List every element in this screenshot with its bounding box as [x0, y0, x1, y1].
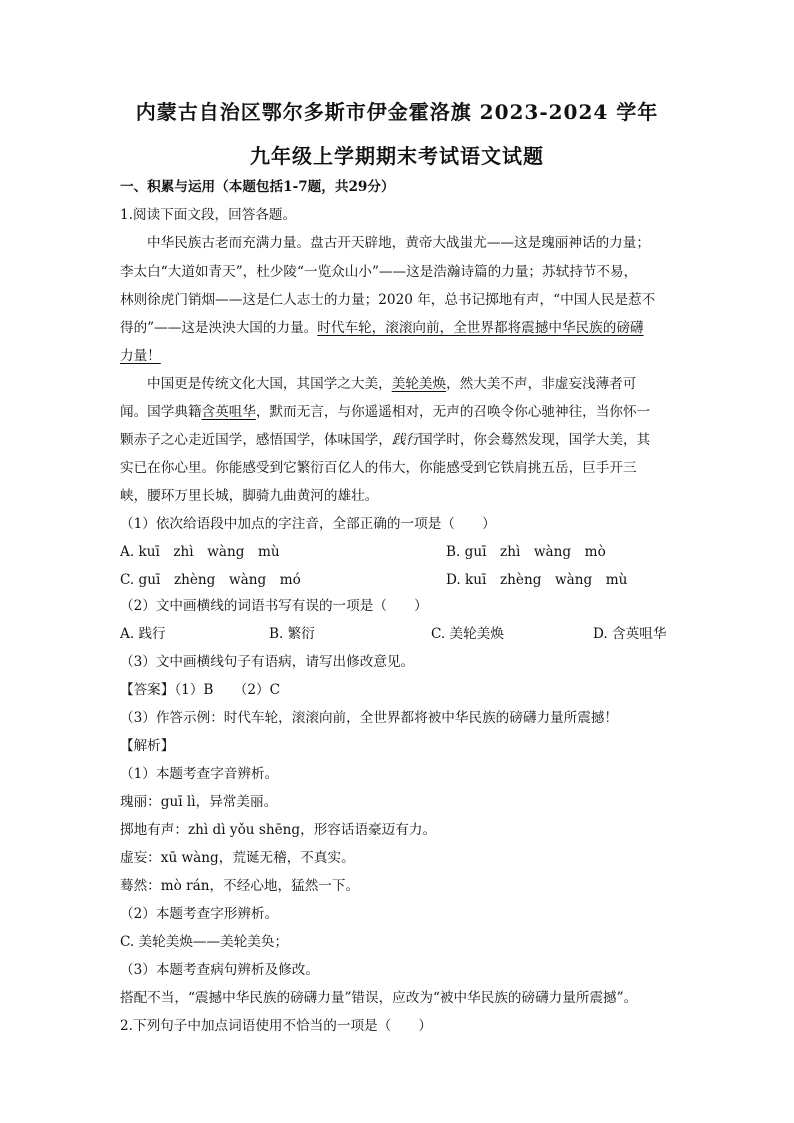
underlined-sentence: 时代车轮，滚滚向前，全世界都将震撼中华民族的磅礴: [317, 320, 644, 336]
passage-text: 国学时，你会蓦然发现，国学大美，其: [419, 432, 651, 448]
passage-text: 中国更是传统文化大国，其国学之大美，: [147, 376, 392, 392]
option-2A: A. 践行: [120, 626, 166, 642]
question-1-stem: 1.阅读下面文段，回答各题。: [120, 207, 297, 223]
analysis-heading: 【解析】: [120, 738, 175, 754]
analysis-line: （3）本题考查病句辨析及修改。: [120, 962, 319, 978]
passage-p2-line3: [120, 430, 680, 450]
passage-text: 得的”——这是泱泱大国的力量。: [120, 320, 318, 336]
sub-question-1: （1）依次给语段中加点的字注音，全部正确的一项是（ ）: [120, 516, 496, 532]
analysis-line: 蓦然：mò rán，不经心地，猛然一下。: [120, 878, 360, 894]
analysis-line: 搭配不当，“震撼中华民族的磅礴力量”错误，应改为“被中华民族的磅礴力量所震撼”。: [120, 990, 638, 1006]
passage-p1-line4: [120, 318, 680, 338]
passage-p2-line5: 峡，腰环万里长城，脚骑九曲黄河的雄壮。: [120, 488, 379, 504]
passage-p2-line1: [147, 374, 707, 394]
option-1A: A. kuī zhì wàng mù: [120, 544, 280, 560]
page-title-line1: 内蒙古自治区鄂尔多斯市伊金霍洛旗 2023-2024 学年: [135, 100, 659, 124]
answer-line2: （3）作答示例：时代车轮，滚滚向前，全世界都将被中华民族的磅礴力量所震撼！: [120, 710, 619, 726]
page-title-line2: 九年级上学期期末考试语文试题: [250, 144, 544, 168]
analysis-line: （2）本题考查字形辨析。: [120, 906, 279, 922]
underlined-word: 含英咀华: [201, 404, 256, 420]
analysis-line: 瑰丽：guī lì，异常美丽。: [120, 794, 278, 810]
option-1C: C. guī zhèng wàng mó: [120, 572, 301, 588]
option-1B: B. guī zhì wàng mò: [446, 544, 606, 560]
passage-text: ，默而无言，与你遥遥相对，无声的召唤令你心驰神往，当你怀一: [255, 404, 651, 420]
option-2D: D. 含英咀华: [593, 626, 667, 642]
passage-p2-line4: 实已在你心里。你能感受到它繁衍百亿人的伟大，你能感受到它铁肩挑五岳，巨手开三: [120, 460, 637, 476]
analysis-line: 虚妄：xū wàng，荒诞无稽，不真实。: [120, 850, 355, 866]
passage-p1-line2: 李太白“大道如青天”，杜少陵“一览众山小”——这是浩瀚诗篇的力量；苏轼持节不易，: [120, 264, 638, 280]
passage-text: 闻。国学典籍: [120, 404, 202, 420]
analysis-line: （1）本题考查字音辨析。: [120, 766, 279, 782]
underlined-word: 美轮美焕: [391, 376, 447, 392]
option-2C: C. 美轮美焕: [431, 626, 504, 642]
passage-p1-line5: [120, 346, 680, 366]
option-2B: B. 繁衍: [269, 626, 315, 642]
passage-text: 颗赤子之心走近国学，感悟国学，体味国学，: [120, 432, 392, 448]
question-2-stem: 2.下列句子中加点词语使用不恰当的一项是（ ）: [120, 1018, 433, 1034]
passage-p2-line2: [120, 402, 680, 422]
passage-p1-line3: 林则徐虎门销烟——这是仁人志士的力量；2020 年，总书记掷地有声，“中国人民是惹不: [120, 292, 656, 308]
sub-question-2: （2）文中画横线的词语书写有误的一项是（ ）: [120, 598, 428, 614]
sub-question-3: （3）文中画横线句子有语病，请写出修改意见。: [120, 654, 415, 670]
analysis-line: C. 美轮美焕——美轮美奂；: [120, 934, 289, 950]
analysis-line: 掷地有声：zhì dì yǒu shēng，形容话语豪迈有力。: [120, 822, 437, 838]
passage-p1-line1: 中华民族古老而充满力量。盘古开天辟地，黄帝大战蚩尤——这是瑰丽神话的力量；: [147, 235, 650, 251]
underlined-word: 践行: [391, 432, 420, 448]
answer-line1: 【答案】（1）B （2）C: [120, 682, 281, 698]
passage-text: ，然大美不声，非虚妄浅薄者可: [446, 376, 637, 392]
option-1D: D. kuī zhèng wàng mù: [446, 572, 628, 588]
underlined-sentence-end: 力量！: [120, 348, 161, 364]
section-heading: 一、积累与运用（本题包括1-7题，共29分）: [120, 179, 395, 195]
